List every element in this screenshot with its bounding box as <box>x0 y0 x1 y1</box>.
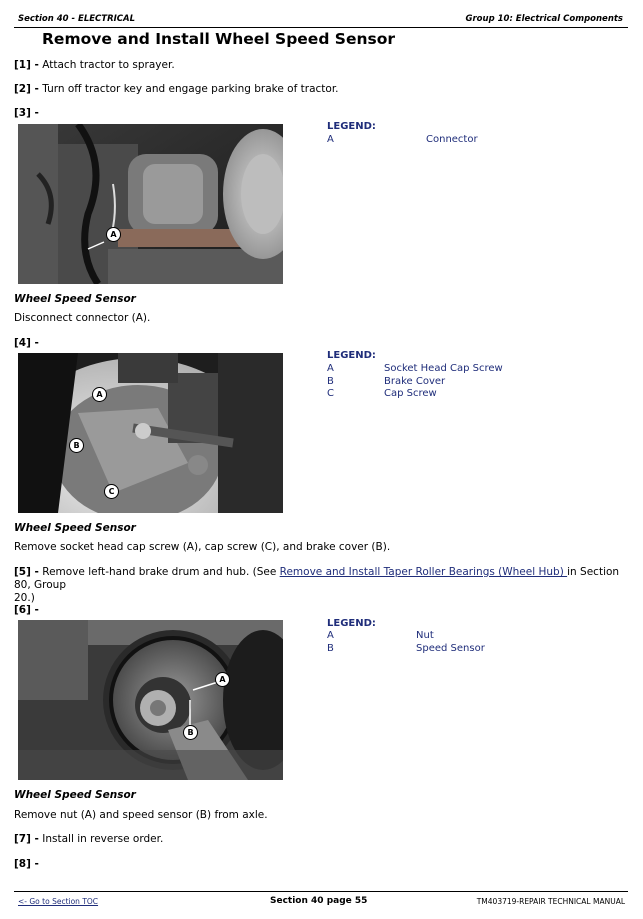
header-group: Group 10: Electrical Components <box>465 14 623 24</box>
figure-2-legend-value-a: Socket Head Cap Screw <box>384 363 503 374</box>
header-section: Section 40 - ELECTRICAL <box>18 14 136 24</box>
step-3 <box>14 107 39 119</box>
figure-2-callout-b: B <box>69 438 84 453</box>
figure-3-callout-a: A <box>215 672 230 687</box>
footer-rule <box>14 891 628 892</box>
figure-1-callout-a: A <box>106 227 121 242</box>
step-7-text: Install in reverse order. <box>42 833 164 845</box>
figure-2-legend-value-c: Cap Screw <box>384 388 437 399</box>
step-6 <box>14 604 39 616</box>
figure-2-legend-key-b: B <box>327 376 334 387</box>
figure-3-legend-value-b: Speed Sensor <box>416 643 485 654</box>
figure-1-caption: Wheel Speed Sensor <box>14 293 136 305</box>
figure-1-legend-title: LEGEND: <box>327 121 376 132</box>
step-2-text: Turn off tractor key and engage parking brake of tractor. <box>42 83 339 95</box>
step-1-number: [1] - <box>14 59 39 71</box>
figure-3-callout-b: B <box>183 725 198 740</box>
figure-2-caption: Wheel Speed Sensor <box>14 522 136 534</box>
step-5-text-post: in Section 80, Group <box>14 566 620 591</box>
step-5-text-post-2: 20.) <box>14 592 35 604</box>
page-number: Section 40 page 55 <box>270 896 368 906</box>
figure-2-legend-value-b: Brake Cover <box>384 376 446 387</box>
figure-2-text: Remove socket head cap screw (A), cap screw (C), and brake cover (B). <box>14 541 391 553</box>
figure-1-photo <box>18 124 283 284</box>
figure-3-legend-value-a: Nut <box>416 630 434 641</box>
step-4 <box>14 337 39 349</box>
figure-2-legend-key-c: C <box>327 388 334 399</box>
step-8-number: [8] - <box>14 858 39 870</box>
step-5-text-pre: Remove left-hand brake drum and hub. (See <box>42 566 280 578</box>
step-5 <box>14 566 624 605</box>
step-5-link[interactable]: Remove and Install Taper Roller Bearings (Wheel Hub) <box>279 566 568 578</box>
figure-2-photo <box>18 353 283 513</box>
figure-2-callout-c: C <box>104 484 119 499</box>
page-title: Remove and Install Wheel Speed Sensor <box>42 30 396 48</box>
figure-3-photo <box>18 620 283 780</box>
step-5-number: [5] - <box>14 566 39 578</box>
figure-3-legend-title: LEGEND: <box>327 618 376 629</box>
figure-3-legend-key-a: A <box>327 630 334 641</box>
step-7-number: [7] - <box>14 833 39 845</box>
step-7 <box>14 833 163 845</box>
figure-1-legend-key-a: A <box>327 134 334 145</box>
figure-2-legend-title: LEGEND: <box>327 350 376 361</box>
figure-2-legend-key-a: A <box>327 363 334 374</box>
figure-3-caption: Wheel Speed Sensor <box>14 789 136 801</box>
figure-3-text: Remove nut (A) and speed sensor (B) from axle. <box>14 809 268 821</box>
header-rule <box>14 27 628 28</box>
figure-2-callout-a: A <box>92 387 107 402</box>
step-4-number: [4] - <box>14 337 39 349</box>
figure-1-text: Disconnect connector (A). <box>14 312 151 324</box>
figure-3-legend-key-b: B <box>327 643 334 654</box>
step-1 <box>14 59 175 71</box>
step-3-number: [3] - <box>14 107 39 119</box>
step-8 <box>14 858 39 870</box>
step-2-number: [2] - <box>14 83 39 95</box>
figure-1-legend-value-a: Connector <box>426 134 478 145</box>
step-2 <box>14 83 339 95</box>
toc-link[interactable]: <- Go to Section TOC <box>18 897 99 906</box>
manual-id: TM403719-REPAIR TECHNICAL MANUAL <box>476 897 625 906</box>
step-1-text: Attach tractor to sprayer. <box>42 59 175 71</box>
step-6-number: [6] - <box>14 604 39 616</box>
